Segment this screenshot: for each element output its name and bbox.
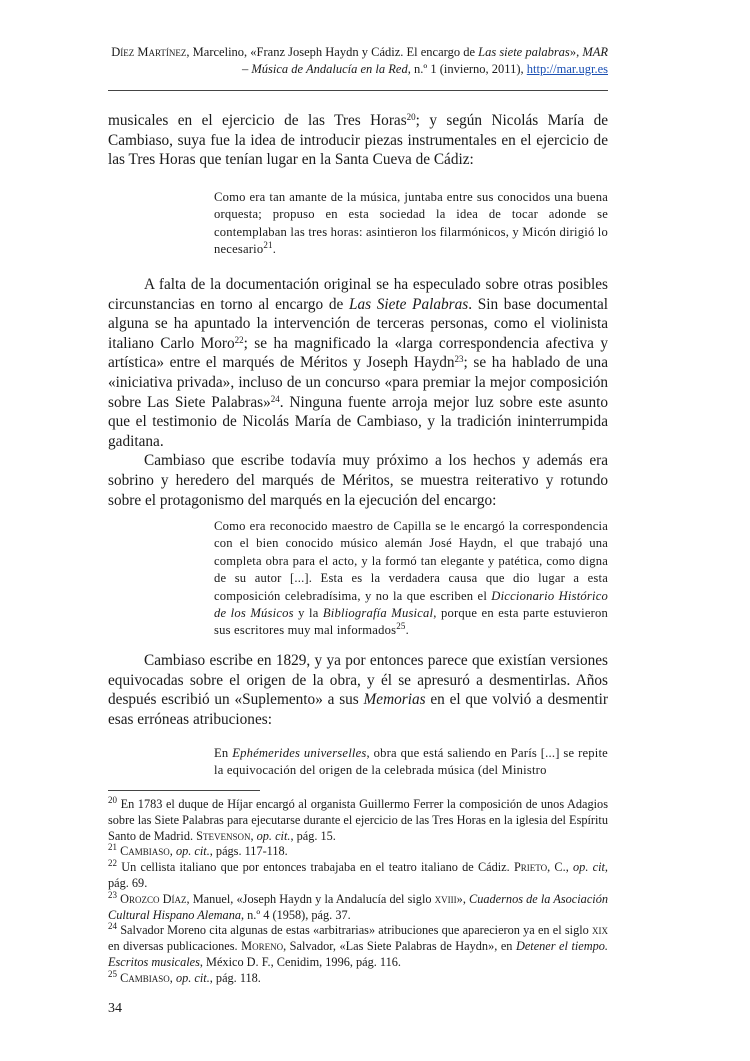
header-line-2: – Música de Andalucía en la Red, n.º 1 (invierno, 2011), http://mar.ugr.es	[242, 62, 608, 76]
footnote-25: $^{25}$ Cambiaso, op. cit., pág. 118.	[108, 968, 261, 985]
paragraph-4: Cambiaso escribe en 1829, y ya por entonces parece que existían versiones equivocadas sobre el origen de la obra, y él se apresuró a desmentirlas. Años después escribió un «Suplemento» a sus Memorias en el que volvió a desmentir esas erróneas atribuciones:	[108, 652, 608, 728]
footnote-ref-20[interactable]: 20	[406, 112, 416, 122]
block-quote-1: Como era tan amante de la música, juntaba entre sus conocidos una buena orquesta; propuso en esta sociedad la idea de tocar adonde se contemplaban las tres horas: asintieron los filarmónicos, y Micón dirigió lo necesario$^{21}$.	[214, 190, 608, 257]
footnote-22: $^{22}$ Un cellista italiano que por entonces trabajaba en el teatro italiano de Cádiz. Prieto, C., op. cit, pág. 69.	[108, 858, 609, 890]
footnote-ref-22[interactable]: 22	[234, 334, 244, 345]
journal-url-link[interactable]: http://mar.ugr.es	[526, 62, 608, 76]
header-line-1: Díez Martínez, Marcelino, «Franz Joseph Haydn y Cádiz. El encargo de Las siete palabras», MAR	[111, 45, 608, 59]
footnote-23: $^{23}$ Orozco Díaz, Manuel, «Joseph Haydn y la Andalucía del siglo xviii», Cuadernos de la Asociación Cultural Hispano Alemana, n.º 4 (1958), pág. 37.	[108, 889, 608, 922]
block-quote-3: En Ephémerides universelles, obra que está saliendo en París [...] se repite la equivocación del origen de la celebrada música (del Ministro	[214, 746, 608, 778]
running-header	[108, 44, 608, 78]
footnote-24: $^{24}$ Salvador Moreno cita algunas de estas «arbitrarias» atribuciones que aparecieron ya en el siglo xix en diversas publicaciones. Moreno, Salvador, «Las Siete Palabras de Haydn», en Detener el tiempo. Escritos musicales, México D. F., Cenidim, 1996, pág. 116.	[108, 921, 608, 969]
footnote-separator	[108, 790, 260, 791]
header-rule	[108, 90, 608, 91]
paragraph-3: Cambiaso que escribe todavía muy próximo a los hechos y además era sobrino y heredero del marqués de Méritos, se muestra reiterativo y rotundo sobre el protagonismo del marqués en la ejecución del encargo:	[108, 452, 608, 509]
paragraph-2: A falta de la documentación original se ha especulado sobre otras posibles circunstancias en torno al encargo de Las Siete Palabras. Sin base documental alguna se ha apuntado la intervención de terceras personas, como el violinista italiano Carlo Moro$^{22}$; se ha magnificado la «larga correspondencia afectiva y artística» entre el marqués de Méritos y Joseph Haydn$^{23}$; se ha hablado de una «iniciativa privada», incluso de un concurso «para premiar la mejor composición sobre Las Siete Palabras»$^{24}$. Ninguna fuente arroja mejor luz sobre este asunto que el testimonio de Nicolás María de Cambiaso, y la tradición ininterrumpida gaditana. Cambiaso que escribe todavía muy próximo a los hechos y además era sobrino y heredero del marqués de Méritos, se muestra reiterativo y rotundo sobre el protagonismo del marqués en la ejecución del encargo:	[108, 276, 608, 509]
footnote-ref-25[interactable]: 25	[396, 621, 406, 632]
paragraph-1: musicales en el ejercicio de las Tres Horas$^{20}$; y según Nicolás María de Cambiaso, suya fue la idea de introducir piezas instrumentales en el ejercicio de las Tres Horas que tenían lugar en la Santa Cueva de Cádiz:	[108, 112, 609, 169]
block-quote-2: Como era reconocido maestro de Capilla se le encargó la correspondencia con el bien conocido músico alemán José Haydn, el que trabajó una completa obra para el acto, y la formó tan elegante y patética, como digna de su autor [...]. Esta es la verdadera causa que dio lugar a esta composición celebradísima, y no la que escriben el Diccionario Histórico de los Músicos y la Bibliografía Musical, porque en esta parte estuvieron sus escritores muy mal informados$^{25}$.	[214, 519, 609, 638]
footnote-21: $^{21}$ Cambiaso, op. cit., págs. 117-118.	[108, 842, 288, 859]
footnote-20: $^{20}$ En 1783 el duque de Híjar encargó al organista Guillermo Ferrer la composición de unos Adagios sobre las Siete Palabras para ejecutarse durante el ejercicio de las Tres Horas en la iglesia del Espíritu Santo de Madrid. Stevenson, op. cit., pág. 15.	[108, 795, 608, 843]
footnote-ref-21[interactable]: 21	[263, 240, 273, 251]
page-number: 34	[108, 1001, 122, 1016]
header-journal: MAR	[582, 45, 608, 59]
footnote-ref-24[interactable]: 24	[270, 393, 280, 404]
footnotes	[108, 797, 608, 987]
header-author: Díez Martínez	[111, 45, 187, 59]
footnote-ref-23[interactable]: 23	[454, 354, 464, 365]
